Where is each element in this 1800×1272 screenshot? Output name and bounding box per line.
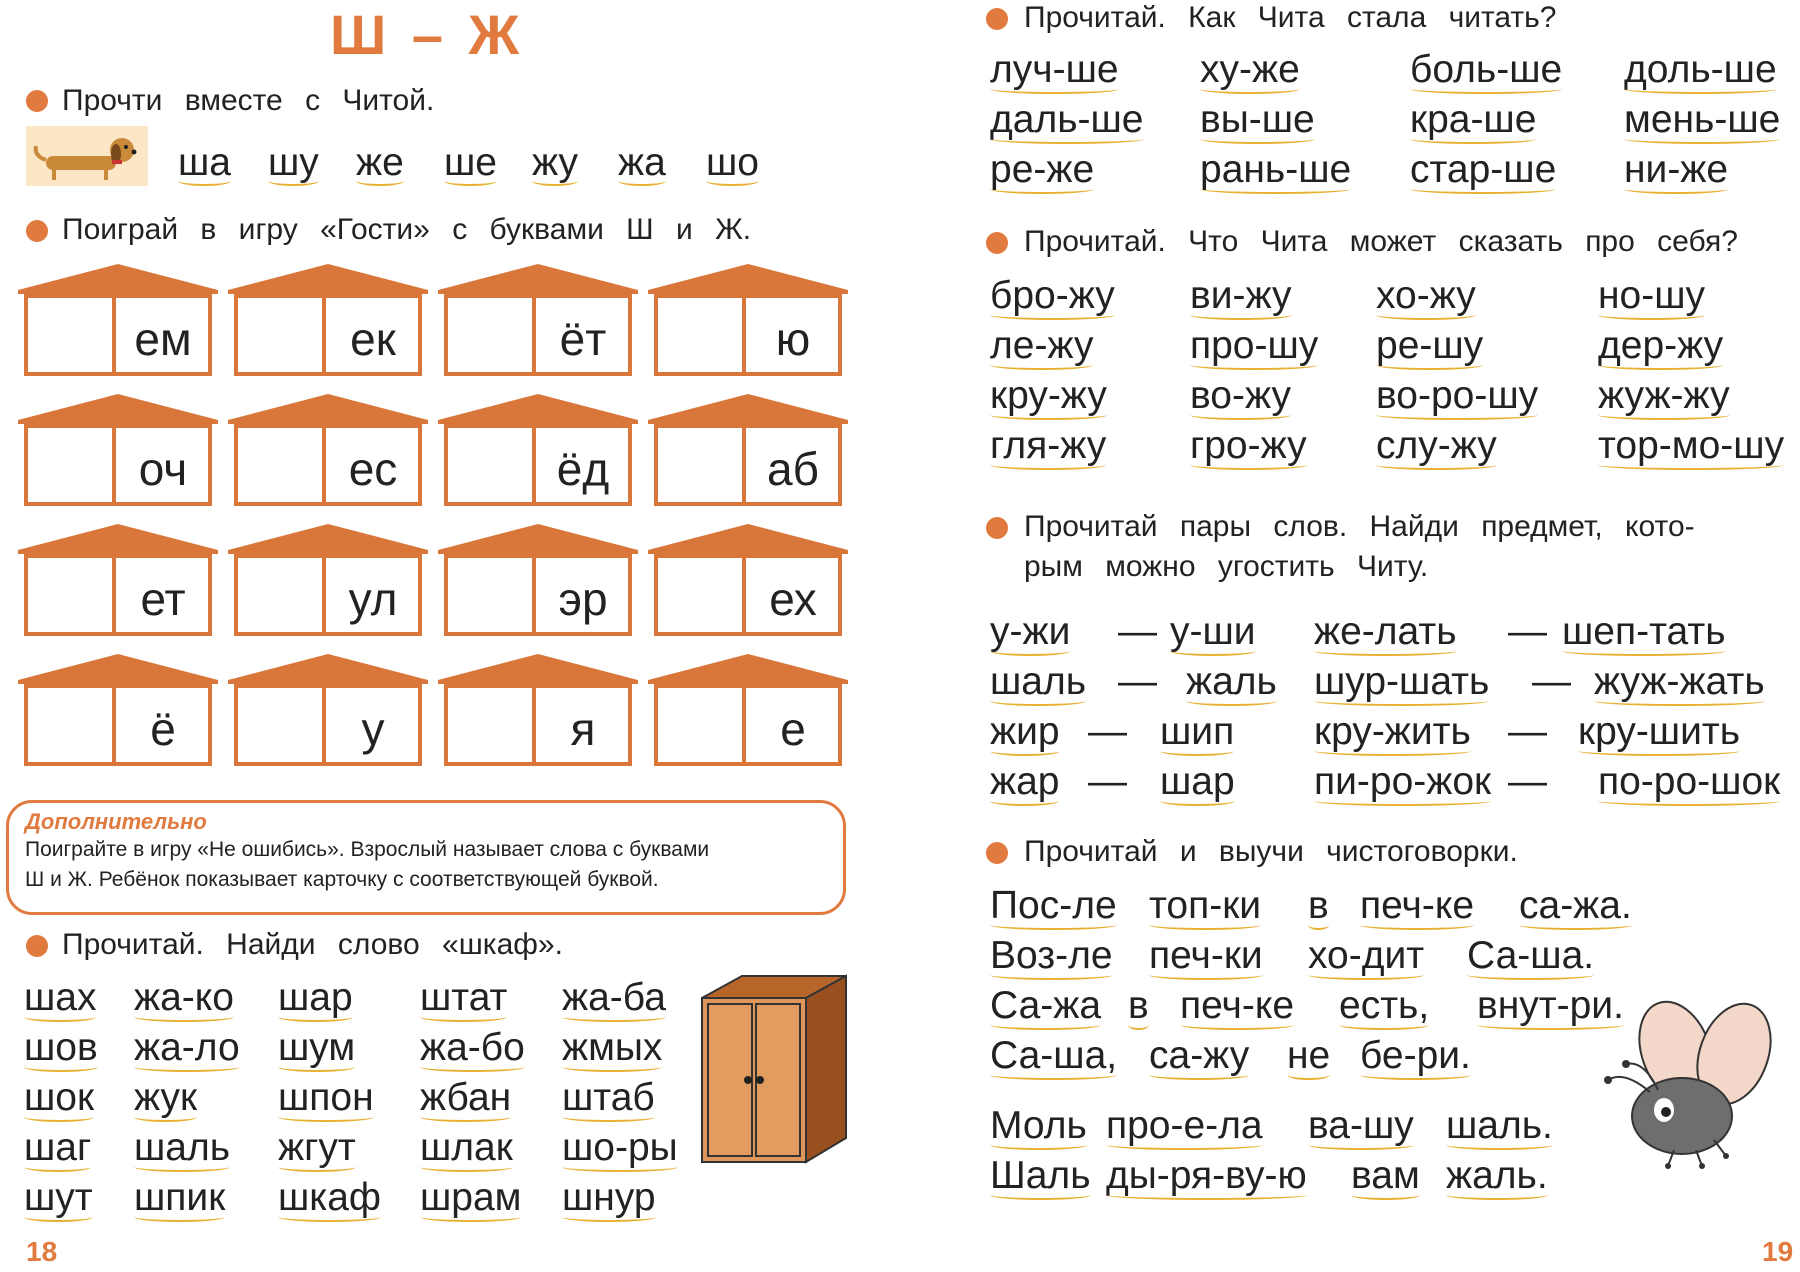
instruction-tongue-twisters: Прочитай и выучи чистоговорки. — [1024, 835, 1518, 868]
house-letters: эр — [558, 573, 608, 625]
word: ви-жу — [1190, 274, 1292, 317]
house — [648, 522, 848, 642]
extra-task-box — [6, 800, 846, 915]
pair-word: жир — [990, 710, 1060, 753]
house-letters: у — [361, 703, 385, 755]
word: бро-жу — [990, 274, 1115, 317]
pair-word: у-жи — [990, 610, 1071, 653]
pair-word: жаль — [1186, 660, 1277, 703]
house-letters: ет — [140, 573, 186, 625]
word: но-шу — [1598, 274, 1706, 317]
syllable: шо — [706, 141, 759, 184]
poem-word: печ-ке — [1180, 984, 1295, 1027]
word: жа-бо — [420, 1026, 525, 1069]
word: луч-ше — [990, 48, 1119, 91]
syllable: жа — [618, 141, 666, 184]
word: шкаф — [278, 1176, 381, 1219]
poem-word: са-жа. — [1519, 884, 1632, 927]
instruction-guests-game: Поиграй в игру «Гости» с буквами Ш и Ж. — [62, 213, 752, 246]
poem-word: ва-шу — [1308, 1104, 1414, 1147]
word: кру-жу — [990, 374, 1107, 417]
word: стар-ше — [1410, 148, 1557, 191]
word: жа-ко — [134, 976, 234, 1019]
pair-word: кру-шить — [1578, 710, 1741, 753]
pair-word: жуж-жать — [1594, 660, 1765, 703]
house-letters: аб — [767, 443, 819, 495]
instruction-how-chita-read: Прочитай. Как Чита стала читать? — [1024, 1, 1557, 34]
poem-word: про-е-ла — [1106, 1104, 1263, 1147]
poem-word: в — [1128, 984, 1149, 1027]
word: тор-мо-шу — [1598, 424, 1785, 467]
pair-word: шаль — [990, 660, 1087, 703]
word: во-жу — [1190, 374, 1291, 417]
poem-word: Шаль — [990, 1154, 1091, 1197]
poem-word: топ-ки — [1149, 884, 1262, 927]
bullet-icon — [26, 220, 48, 242]
poem-word: не — [1287, 1034, 1331, 1077]
word: шов — [24, 1026, 98, 1069]
word: шпон — [278, 1076, 374, 1119]
word: штат — [420, 976, 508, 1019]
house — [228, 262, 428, 382]
house — [228, 652, 428, 772]
pair-word: жар — [990, 760, 1060, 803]
word: мень-ше — [1624, 98, 1781, 141]
dash: — — [1088, 710, 1127, 753]
house-letters: ёд — [556, 443, 610, 495]
word: шпик — [134, 1176, 226, 1219]
dash: — — [1088, 760, 1127, 803]
word: рань-ше — [1200, 148, 1352, 191]
bullet-icon — [986, 232, 1008, 254]
house — [438, 522, 638, 642]
poem-word: Са-ша. — [1467, 934, 1595, 977]
poem-word: бе-ри. — [1360, 1034, 1471, 1077]
pair-word: у-ши — [1170, 610, 1256, 653]
word: шум — [278, 1026, 356, 1069]
wardrobe-picture — [696, 972, 852, 1168]
dash: — — [1118, 610, 1157, 653]
syllable: шу — [268, 141, 319, 184]
word: гля-жу — [990, 424, 1107, 467]
word: ху-же — [1200, 48, 1300, 91]
word: шок — [24, 1076, 95, 1119]
house-letters: ек — [350, 313, 396, 365]
house-letters: ес — [348, 443, 398, 495]
instruction-pairs-line1: Прочитай пары слов. Найди предмет, кото- — [1024, 510, 1695, 543]
poem-word: вам — [1351, 1154, 1420, 1197]
instruction-read-with-chita: Прочти вместе с Читой. — [62, 84, 435, 117]
word: шаль — [134, 1126, 231, 1169]
word: шо-ры — [562, 1126, 678, 1169]
word: штаб — [562, 1076, 655, 1119]
pair-word: шур-шать — [1314, 660, 1490, 703]
poem-word: есть, — [1339, 984, 1430, 1027]
bullet-icon — [986, 517, 1008, 539]
syllable: же — [356, 141, 404, 184]
page-title: Ш – Ж — [330, 3, 520, 66]
word: ре-шу — [1376, 324, 1484, 367]
poem-word: печ-ке — [1360, 884, 1475, 927]
word: жбан — [420, 1076, 512, 1119]
page-number-left: 18 — [26, 1236, 58, 1267]
word: хо-жу — [1376, 274, 1476, 317]
extra-title: Дополнительно — [25, 809, 207, 834]
fly-picture — [1604, 1000, 1800, 1170]
house — [438, 262, 638, 382]
word: кра-ше — [1410, 98, 1537, 141]
pair-word: же-лать — [1314, 610, 1457, 653]
bullet-icon — [26, 935, 48, 957]
word: ни-же — [1624, 148, 1729, 191]
word: жмых — [562, 1026, 663, 1069]
extra-text-line1: Поиграйте в игру «Не ошибись». Взрослый называет слова с буквами — [25, 838, 710, 861]
house-letters: ул — [348, 573, 398, 625]
poem-word: в — [1308, 884, 1329, 927]
house-letters: я — [570, 703, 596, 755]
extra-text-line2: Ш и Ж. Ребёнок показывает карточку с соответствующей буквой. — [25, 868, 659, 891]
house — [18, 262, 218, 382]
word: шаг — [24, 1126, 92, 1169]
pair-word: шеп-тать — [1562, 610, 1726, 653]
house — [228, 522, 428, 642]
word: даль-ше — [990, 98, 1144, 141]
house-letters: ем — [134, 313, 192, 365]
word: слу-жу — [1376, 424, 1497, 467]
house — [648, 652, 848, 772]
pair-word: шип — [1160, 710, 1235, 753]
house — [228, 392, 428, 512]
house-letters: ех — [769, 573, 817, 625]
bullet-icon — [986, 842, 1008, 864]
dog-picture — [26, 126, 148, 186]
word: боль-ше — [1410, 48, 1563, 91]
house — [18, 392, 218, 512]
poem-word: Воз-ле — [990, 934, 1113, 977]
word: вы-ше — [1200, 98, 1315, 141]
instruction-find-wardrobe: Прочитай. Найди слово «шкаф». — [62, 928, 563, 961]
instruction-pairs-line2: рым можно угостить Читу. — [1024, 550, 1429, 583]
house — [438, 392, 638, 512]
word: шут — [24, 1176, 93, 1219]
word: шах — [24, 976, 97, 1019]
house-letters: оч — [138, 443, 188, 495]
dash: — — [1508, 610, 1547, 653]
house-letters: е — [780, 703, 806, 755]
word: гро-жу — [1190, 424, 1307, 467]
house — [648, 392, 848, 512]
house — [18, 652, 218, 772]
syllable: жу — [532, 141, 579, 184]
word: про-шу — [1190, 324, 1319, 367]
house-letters: ю — [775, 313, 811, 365]
word: жуж-жу — [1598, 374, 1730, 417]
dash: — — [1508, 760, 1547, 803]
house-letters: ёт — [559, 313, 607, 365]
word: дер-жу — [1598, 324, 1724, 367]
word: шрам — [420, 1176, 522, 1219]
word: во-ро-шу — [1376, 374, 1539, 417]
pair-word: пи-ро-жок — [1314, 760, 1492, 803]
word: жук — [134, 1076, 198, 1119]
word: шар — [278, 976, 353, 1019]
page-number-right: 19 — [1762, 1236, 1794, 1267]
pair-word: по-ро-шок — [1598, 760, 1781, 803]
bullet-icon — [26, 90, 48, 112]
poem-word: Пос-ле — [990, 884, 1117, 927]
house-letters: ё — [150, 703, 176, 755]
poem-word: Са-жа — [990, 984, 1102, 1027]
poem-word: Са-ша, — [990, 1034, 1118, 1077]
word: жгут — [278, 1126, 356, 1169]
syllable: ша — [178, 141, 231, 184]
poem-word: жаль. — [1446, 1154, 1548, 1197]
pair-word: кру-жить — [1314, 710, 1471, 753]
poem-word: са-жу — [1149, 1034, 1250, 1077]
house — [648, 262, 848, 382]
syllable: ше — [444, 141, 497, 184]
pair-word: шар — [1160, 760, 1235, 803]
instruction-chita-about-self: Прочитай. Что Чита может сказать про себя? — [1024, 225, 1738, 258]
dash: — — [1118, 660, 1157, 703]
house — [18, 522, 218, 642]
poem-word: печ-ки — [1149, 934, 1263, 977]
dash: — — [1532, 660, 1571, 703]
word: доль-ше — [1624, 48, 1777, 91]
word: ле-жу — [990, 324, 1094, 367]
house — [438, 652, 638, 772]
poem-word: внут-ри. — [1477, 984, 1624, 1027]
dash: — — [1508, 710, 1547, 753]
word: ре-же — [990, 148, 1095, 191]
word: шнур — [562, 1176, 656, 1219]
bullet-icon — [986, 8, 1008, 30]
word: жа-ло — [134, 1026, 240, 1069]
poem-word: Моль — [990, 1104, 1087, 1147]
word: жа-ба — [562, 976, 666, 1019]
word: шлак — [420, 1126, 513, 1169]
poem-word: ды-ря-ву-ю — [1106, 1154, 1307, 1197]
poem-word: хо-дит — [1308, 934, 1425, 977]
poem-word: шаль. — [1446, 1104, 1553, 1147]
